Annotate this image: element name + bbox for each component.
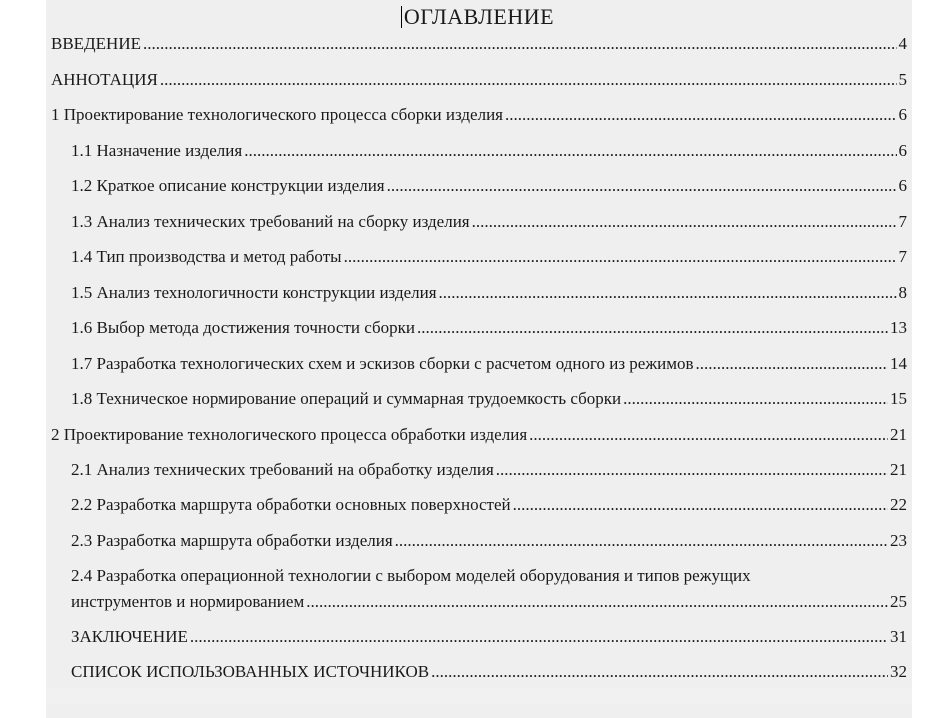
toc-entry-page: 6 bbox=[898, 176, 907, 195]
toc-entry-label: инструментов и нормированием bbox=[71, 592, 305, 611]
toc-entry-label: 1.2 Краткое описание конструкции изделия bbox=[71, 176, 385, 195]
toc-entry-section-2[interactable] bbox=[51, 424, 907, 446]
toc-dot-leader bbox=[344, 246, 897, 268]
toc-entry-page: 13 bbox=[890, 318, 907, 337]
toc-dot-leader bbox=[529, 424, 888, 446]
toc-entry-page: 21 bbox=[890, 425, 907, 444]
toc-entry-page: 15 bbox=[890, 389, 907, 408]
toc-entry-1-1[interactable] bbox=[71, 140, 907, 162]
toc-dot-leader bbox=[623, 388, 888, 410]
toc-entry-label: 1.8 Техническое нормирование операций и суммарная трудоемкость сборки bbox=[71, 389, 622, 408]
toc-dot-leader bbox=[431, 661, 888, 683]
toc-dot-leader bbox=[244, 140, 896, 162]
toc-entry-label: 2.4 Разработка операционной технологии с выбором моделей оборудования и типов режущих bbox=[71, 566, 751, 585]
toc-entry-section-1[interactable] bbox=[51, 104, 907, 126]
toc-entry-1-7[interactable] bbox=[71, 353, 907, 375]
toc-entry-page: 5 bbox=[898, 70, 907, 89]
toc-entry-page: 6 bbox=[898, 141, 907, 160]
toc-entry-label: ВВЕДЕНИЕ bbox=[51, 34, 141, 53]
toc-dot-leader bbox=[387, 175, 897, 197]
toc-dot-leader bbox=[143, 33, 897, 55]
toc-entry-page: 25 bbox=[890, 592, 907, 611]
toc-entry-2-4[interactable] bbox=[71, 591, 907, 613]
toc-dot-leader bbox=[306, 591, 888, 613]
toc-entry-1-3[interactable] bbox=[71, 211, 907, 233]
toc-entry-label: 1.1 Назначение изделия bbox=[71, 141, 243, 160]
page-bottom-band bbox=[46, 688, 912, 704]
toc-entry-label: 1.5 Анализ технологичности конструкции изделия bbox=[71, 283, 437, 302]
text-cursor bbox=[401, 6, 402, 28]
toc-dot-leader bbox=[190, 626, 888, 648]
toc-entry-2-3[interactable] bbox=[71, 530, 907, 552]
toc-entry-label: ЗАКЛЮЧЕНИЕ bbox=[71, 627, 188, 646]
toc-entry-label: 1 Проектирование технологического процесса сборки изделия bbox=[51, 105, 503, 124]
toc-entry-label: СПИСОК ИСПОЛЬЗОВАННЫХ ИСТОЧНИКОВ bbox=[71, 662, 430, 681]
toc-entry-page: 7 bbox=[898, 212, 907, 231]
page-margin bbox=[912, 0, 925, 718]
toc-entry-label: 2 Проектирование технологического процесса обработки изделия bbox=[51, 425, 528, 444]
toc-entry-label: 2.2 Разработка маршрута обработки основных поверхностей bbox=[71, 495, 511, 514]
toc-heading[interactable] bbox=[404, 2, 554, 32]
toc-dot-leader bbox=[395, 530, 888, 552]
toc-dot-leader bbox=[505, 104, 897, 126]
toc-entry-page: 7 bbox=[898, 247, 907, 266]
toc-entry-label: 1.7 Разработка технологических схем и эскизов сборки с расчетом одного из режимов bbox=[71, 354, 694, 373]
toc-entry-page: 8 bbox=[898, 283, 907, 302]
toc-entry-page: 6 bbox=[898, 105, 907, 124]
toc-dot-leader bbox=[472, 211, 897, 233]
toc-entry-page: 23 bbox=[890, 531, 907, 550]
toc-entry-label: 1.3 Анализ технических требований на сборку изделия bbox=[71, 212, 470, 231]
toc-entry-page: 22 bbox=[890, 495, 907, 514]
toc-entry-1-4[interactable] bbox=[71, 246, 907, 268]
toc-entry-1-2[interactable] bbox=[71, 175, 907, 197]
toc-entry-label: 1.4 Тип производства и метод работы bbox=[71, 247, 342, 266]
toc-entry-page: 31 bbox=[890, 627, 907, 646]
toc-heading-text: ОГЛАВЛЕНИЕ bbox=[403, 4, 555, 29]
toc-entry-label: 2.3 Разработка маршрута обработки изделия bbox=[71, 531, 393, 550]
toc-entry-annotation[interactable] bbox=[51, 69, 907, 91]
toc-entry-page: 21 bbox=[890, 460, 907, 479]
toc-entry-introduction[interactable] bbox=[51, 33, 907, 55]
toc-entry-label: 2.1 Анализ технических требований на обработку изделия bbox=[71, 460, 494, 479]
toc-dot-leader bbox=[695, 353, 888, 375]
toc-entry-2-1[interactable] bbox=[71, 459, 907, 481]
toc-entry-2-4-line1[interactable] bbox=[71, 565, 907, 587]
toc-entry-page: 14 bbox=[890, 354, 907, 373]
toc-entry-1-8[interactable] bbox=[71, 388, 907, 410]
toc-entry-page: 4 bbox=[898, 34, 907, 53]
toc-dot-leader bbox=[513, 494, 888, 516]
toc-dot-leader bbox=[417, 317, 888, 339]
toc-entry-page: 32 bbox=[890, 662, 907, 681]
toc-dot-leader bbox=[496, 459, 888, 481]
toc-entry-conclusion[interactable] bbox=[71, 626, 907, 648]
toc-entry-label: 1.6 Выбор метода достижения точности сборки bbox=[71, 318, 416, 337]
toc-heading-row bbox=[46, 2, 912, 32]
toc-entry-label: АННОТАЦИЯ bbox=[51, 70, 158, 89]
toc-entry-2-2[interactable] bbox=[71, 494, 907, 516]
toc-dot-leader bbox=[160, 69, 897, 91]
toc-dot-leader bbox=[439, 282, 897, 304]
toc-entry-1-6[interactable] bbox=[71, 317, 907, 339]
toc-entry-references[interactable] bbox=[71, 661, 907, 683]
toc-entry-1-5[interactable] bbox=[71, 282, 907, 304]
